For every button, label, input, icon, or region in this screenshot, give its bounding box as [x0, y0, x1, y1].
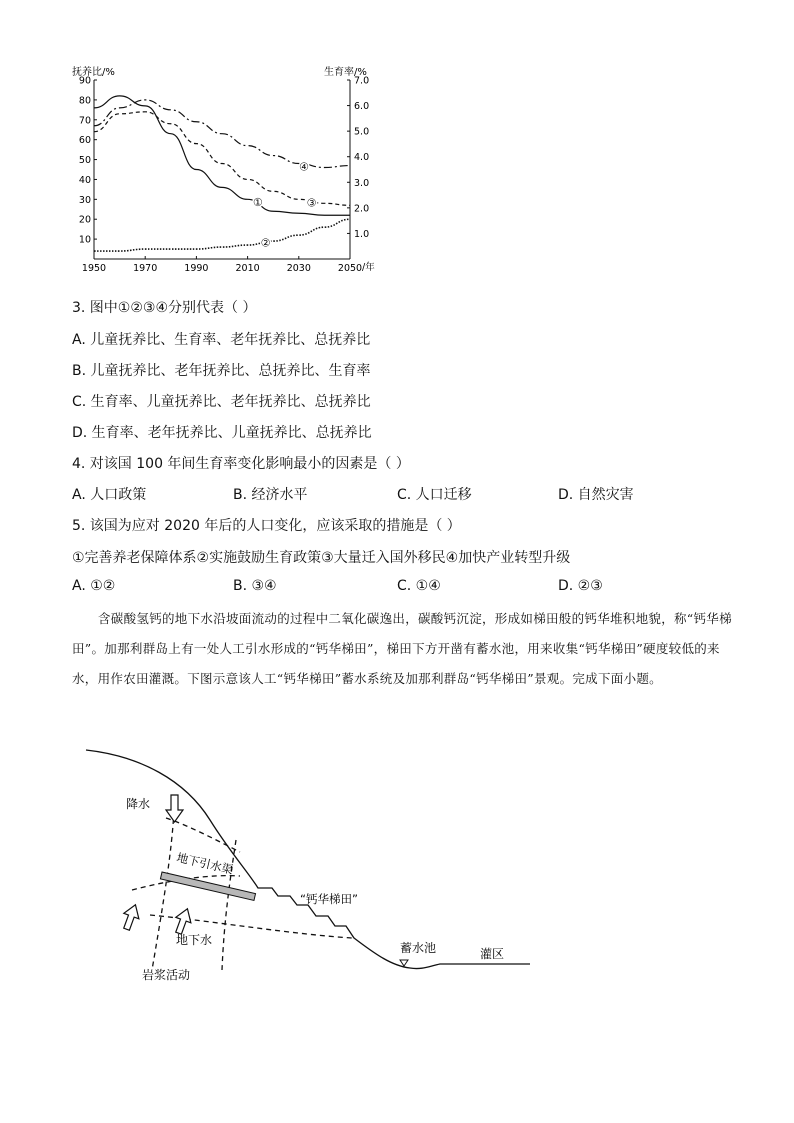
- q4-option-a[interactable]: A. 人口政策: [72, 487, 147, 503]
- y-left-tick-label: 10: [78, 234, 91, 246]
- q5-option-a[interactable]: A. ①②: [72, 578, 116, 594]
- y-right-tick-label: 3.0: [354, 177, 370, 189]
- curve-label-3: ③: [306, 196, 317, 210]
- y-right-tick-label: 1.0: [354, 228, 370, 240]
- terraces-label: “钙华梯田”: [300, 892, 358, 906]
- groundwater-label: 地下水: [176, 933, 213, 947]
- q3-option-b[interactable]: B. 儿童抚养比、老年抚养比、总抚养比、生育率: [72, 363, 371, 379]
- y-right-axis-label: 生育率/%: [324, 67, 367, 78]
- y-left-tick-label: 20: [78, 214, 91, 226]
- pool-marker-icon: [400, 960, 408, 966]
- slope-surface: [86, 750, 530, 969]
- y-right-tick-label: 7.0: [354, 75, 370, 87]
- q3-option-c[interactable]: C. 生育率、儿童抚养比、老年抚养比、总抚养比: [72, 394, 371, 410]
- y-left-axis-label: 抚养比/%: [72, 67, 115, 78]
- x-tick-label: 2050: [337, 263, 363, 274]
- underground-channel-bar: [160, 872, 255, 900]
- x-tick-label: 1970: [133, 263, 158, 274]
- q3-option-d[interactable]: D. 生育率、老年抚养比、儿童抚养比、总抚养比: [72, 425, 372, 441]
- y-left-tick-label: 60: [78, 135, 91, 147]
- intro-paragraph: 含碳酸氢钙的地下水沿坡面流动的过程中二氧化碳逸出，碳酸钙沉淀，形成如梯田般的钙华堆积地貌，称“钙华梯田”。加那利群岛上有一处人工引水形成的“钙华梯田”，梯田下方开凿有蓄水池，用来收集“钙华梯田”硬度较低的来水，用作农田灌溉。下图示意该人工“钙华梯田”蓄水系统及加那利群岛“钙华梯田”景观。完成下面小题。: [72, 611, 732, 686]
- groundwater-arrow-2-icon: [171, 906, 195, 936]
- y-left-tick-label: 70: [78, 115, 91, 127]
- x-axis-unit: /年: [362, 262, 375, 273]
- y-left-tick-label: 80: [78, 95, 91, 107]
- chart-lines: [94, 96, 350, 251]
- chart-curve-labels: [253, 160, 317, 249]
- y-right-tick-label: 4.0: [354, 152, 370, 164]
- channel-label: 地下引水渠: [175, 850, 235, 877]
- q5-measures: ①完善养老保障体系②实施鼓励生育政策③大量迁入国外移民④加快产业转型升级: [72, 550, 571, 566]
- population-chart: [70, 62, 390, 280]
- y-right-tick-label: 5.0: [354, 126, 370, 138]
- q4-option-c[interactable]: C. 人口迁移: [397, 487, 472, 503]
- series-line-4: [94, 100, 350, 168]
- curve-label-2: ②: [260, 236, 271, 250]
- curve-label-4: ④: [298, 160, 309, 174]
- x-tick-label: 2030: [286, 263, 311, 274]
- chart-ticks: [79, 76, 369, 275]
- x-tick-label: 1950: [81, 263, 107, 274]
- irrigation-label: 灌区: [480, 947, 505, 961]
- groundwater-arrow-icon: [119, 902, 143, 932]
- q4-stem: 4. 对该国 100 年间生育率变化影响最小的因素是（ ）: [72, 456, 410, 472]
- y-left-tick-label: 90: [78, 75, 91, 87]
- travertine-terrace-diagram: [80, 740, 540, 990]
- q5-option-c[interactable]: C. ①④: [397, 578, 441, 594]
- y-left-tick-label: 50: [78, 155, 91, 167]
- rain-arrow-icon: [166, 795, 183, 822]
- curve-label-1: ①: [252, 196, 263, 210]
- q3-option-a[interactable]: A. 儿童抚养比、生育率、老年抚养比、总抚养比: [72, 332, 371, 348]
- chart-frame: [94, 80, 350, 259]
- dashed-fault-2: [222, 840, 236, 970]
- pool-label: 蓄水池: [400, 941, 437, 955]
- rain-label: 降水: [126, 797, 151, 811]
- dashed-fault-1: [152, 810, 174, 970]
- q5-option-d[interactable]: D. ②③: [558, 578, 603, 594]
- y-left-tick-label: 40: [78, 174, 91, 186]
- q5-stem: 5. 该国为应对 2020 年后的人口变化，应该采取的措施是（ ）: [72, 518, 461, 534]
- magma-label: 岩浆活动: [142, 968, 191, 982]
- y-left-tick-label: 30: [78, 194, 91, 206]
- q5-option-b[interactable]: B. ③④: [233, 578, 277, 594]
- series-line-3: [94, 112, 350, 205]
- q3-stem: 3. 图中①②③④分别代表（ ）: [72, 300, 257, 316]
- y-right-tick-label: 6.0: [354, 101, 370, 113]
- x-tick-label: 1990: [184, 263, 209, 274]
- q4-option-b[interactable]: B. 经济水平: [233, 487, 308, 503]
- q4-option-d[interactable]: D. 自然灾害: [558, 487, 634, 503]
- x-tick-label: 2010: [235, 263, 260, 274]
- series-line-2: [94, 219, 350, 251]
- y-right-tick-label: 2.0: [354, 203, 370, 215]
